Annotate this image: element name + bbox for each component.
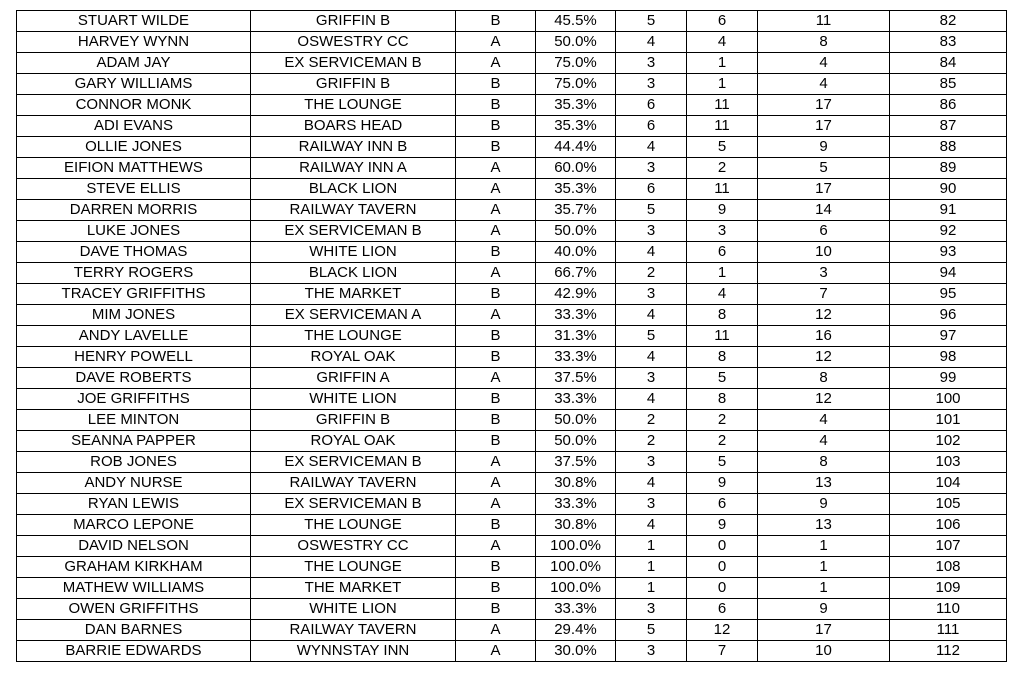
table-body	[17, 11, 1007, 662]
rank-cell: 108	[890, 557, 1007, 578]
stat-b-cell: 3	[687, 221, 758, 242]
stat-a-cell: 2	[616, 263, 687, 284]
stat-c-cell: 9	[758, 137, 890, 158]
rank-cell: 82	[890, 11, 1007, 32]
percentage-cell: 33.3%	[536, 305, 616, 326]
stat-c-cell: 17	[758, 116, 890, 137]
table-row	[17, 515, 1007, 536]
stat-a-cell: 3	[616, 74, 687, 95]
table-row	[17, 641, 1007, 662]
stat-b-cell: 2	[687, 410, 758, 431]
player-name-cell: OLLIE JONES	[17, 137, 251, 158]
rank-cell: 94	[890, 263, 1007, 284]
stat-b-cell: 5	[687, 452, 758, 473]
player-stats-table	[16, 10, 1007, 662]
stat-a-cell: 3	[616, 641, 687, 662]
team-name-cell: THE LOUNGE	[251, 557, 456, 578]
stat-b-cell: 9	[687, 200, 758, 221]
stat-c-cell: 13	[758, 473, 890, 494]
stat-b-cell: 2	[687, 431, 758, 452]
team-name-cell: EX SERVICEMAN B	[251, 494, 456, 515]
division-cell: A	[456, 536, 536, 557]
player-name-cell: BARRIE EDWARDS	[17, 641, 251, 662]
stat-a-cell: 4	[616, 32, 687, 53]
division-cell: A	[456, 452, 536, 473]
percentage-cell: 33.3%	[536, 347, 616, 368]
stat-a-cell: 2	[616, 431, 687, 452]
percentage-cell: 50.0%	[536, 410, 616, 431]
division-cell: A	[456, 179, 536, 200]
stat-b-cell: 8	[687, 305, 758, 326]
player-name-cell: ANDY NURSE	[17, 473, 251, 494]
player-name-cell: EIFION MATTHEWS	[17, 158, 251, 179]
table-row	[17, 620, 1007, 641]
stat-c-cell: 10	[758, 641, 890, 662]
stat-c-cell: 4	[758, 431, 890, 452]
rank-cell: 86	[890, 95, 1007, 116]
stat-c-cell: 1	[758, 578, 890, 599]
percentage-cell: 31.3%	[536, 326, 616, 347]
rank-cell: 85	[890, 74, 1007, 95]
team-name-cell: THE LOUNGE	[251, 326, 456, 347]
stat-b-cell: 11	[687, 95, 758, 116]
stat-c-cell: 6	[758, 221, 890, 242]
table-row	[17, 53, 1007, 74]
player-name-cell: MATHEW WILLIAMS	[17, 578, 251, 599]
stat-a-cell: 5	[616, 11, 687, 32]
division-cell: A	[456, 368, 536, 389]
stat-c-cell: 17	[758, 95, 890, 116]
player-name-cell: DARREN MORRIS	[17, 200, 251, 221]
stat-a-cell: 1	[616, 578, 687, 599]
stat-b-cell: 6	[687, 242, 758, 263]
player-name-cell: HENRY POWELL	[17, 347, 251, 368]
percentage-cell: 50.0%	[536, 32, 616, 53]
table-row	[17, 368, 1007, 389]
rank-cell: 96	[890, 305, 1007, 326]
rank-cell: 89	[890, 158, 1007, 179]
team-name-cell: RAILWAY INN A	[251, 158, 456, 179]
stat-b-cell: 1	[687, 53, 758, 74]
stat-a-cell: 4	[616, 515, 687, 536]
team-name-cell: EX SERVICEMAN B	[251, 452, 456, 473]
percentage-cell: 75.0%	[536, 53, 616, 74]
percentage-cell: 37.5%	[536, 368, 616, 389]
stat-b-cell: 0	[687, 536, 758, 557]
rank-cell: 84	[890, 53, 1007, 74]
stat-a-cell: 4	[616, 305, 687, 326]
stat-a-cell: 4	[616, 137, 687, 158]
stat-b-cell: 0	[687, 578, 758, 599]
percentage-cell: 35.3%	[536, 179, 616, 200]
table-row	[17, 452, 1007, 473]
rank-cell: 102	[890, 431, 1007, 452]
player-name-cell: RYAN LEWIS	[17, 494, 251, 515]
division-cell: B	[456, 242, 536, 263]
stat-c-cell: 7	[758, 284, 890, 305]
rank-cell: 88	[890, 137, 1007, 158]
rank-cell: 90	[890, 179, 1007, 200]
player-name-cell: OWEN GRIFFITHS	[17, 599, 251, 620]
rank-cell: 95	[890, 284, 1007, 305]
player-name-cell: ROB JONES	[17, 452, 251, 473]
table-row	[17, 158, 1007, 179]
table-row	[17, 32, 1007, 53]
stat-c-cell: 9	[758, 494, 890, 515]
rank-cell: 93	[890, 242, 1007, 263]
division-cell: B	[456, 431, 536, 452]
team-name-cell: WHITE LION	[251, 242, 456, 263]
team-name-cell: WHITE LION	[251, 389, 456, 410]
rank-cell: 97	[890, 326, 1007, 347]
rank-cell: 91	[890, 200, 1007, 221]
table-row	[17, 473, 1007, 494]
stat-a-cell: 6	[616, 116, 687, 137]
table-row	[17, 326, 1007, 347]
stat-b-cell: 4	[687, 284, 758, 305]
table-row	[17, 200, 1007, 221]
division-cell: A	[456, 263, 536, 284]
division-cell: B	[456, 74, 536, 95]
team-name-cell: OSWESTRY CC	[251, 536, 456, 557]
percentage-cell: 50.0%	[536, 221, 616, 242]
team-name-cell: WYNNSTAY INN	[251, 641, 456, 662]
percentage-cell: 37.5%	[536, 452, 616, 473]
stat-b-cell: 5	[687, 368, 758, 389]
stat-a-cell: 3	[616, 158, 687, 179]
stat-c-cell: 5	[758, 158, 890, 179]
team-name-cell: RAILWAY TAVERN	[251, 473, 456, 494]
stat-b-cell: 6	[687, 11, 758, 32]
percentage-cell: 30.8%	[536, 515, 616, 536]
stat-b-cell: 2	[687, 158, 758, 179]
rank-cell: 99	[890, 368, 1007, 389]
division-cell: B	[456, 410, 536, 431]
team-name-cell: THE LOUNGE	[251, 95, 456, 116]
table-row	[17, 557, 1007, 578]
stat-b-cell: 1	[687, 263, 758, 284]
stat-c-cell: 16	[758, 326, 890, 347]
rank-cell: 100	[890, 389, 1007, 410]
rank-cell: 87	[890, 116, 1007, 137]
stat-a-cell: 1	[616, 536, 687, 557]
stat-b-cell: 6	[687, 599, 758, 620]
team-name-cell: EX SERVICEMAN B	[251, 221, 456, 242]
stat-c-cell: 14	[758, 200, 890, 221]
percentage-cell: 30.8%	[536, 473, 616, 494]
rank-cell: 112	[890, 641, 1007, 662]
division-cell: B	[456, 137, 536, 158]
player-name-cell: HARVEY WYNN	[17, 32, 251, 53]
stat-a-cell: 5	[616, 200, 687, 221]
stat-c-cell: 12	[758, 347, 890, 368]
percentage-cell: 30.0%	[536, 641, 616, 662]
stat-b-cell: 1	[687, 74, 758, 95]
division-cell: A	[456, 53, 536, 74]
team-name-cell: THE MARKET	[251, 578, 456, 599]
stat-a-cell: 3	[616, 494, 687, 515]
table-row	[17, 116, 1007, 137]
table-row	[17, 11, 1007, 32]
table-row	[17, 494, 1007, 515]
stat-c-cell: 17	[758, 179, 890, 200]
stat-b-cell: 4	[687, 32, 758, 53]
percentage-cell: 35.3%	[536, 116, 616, 137]
percentage-cell: 60.0%	[536, 158, 616, 179]
stat-a-cell: 5	[616, 620, 687, 641]
player-name-cell: GARY WILLIAMS	[17, 74, 251, 95]
stat-c-cell: 4	[758, 410, 890, 431]
table-row	[17, 179, 1007, 200]
percentage-cell: 40.0%	[536, 242, 616, 263]
stat-c-cell: 1	[758, 557, 890, 578]
division-cell: B	[456, 515, 536, 536]
stat-b-cell: 9	[687, 515, 758, 536]
team-name-cell: ROYAL OAK	[251, 347, 456, 368]
percentage-cell: 50.0%	[536, 431, 616, 452]
rank-cell: 109	[890, 578, 1007, 599]
stat-c-cell: 13	[758, 515, 890, 536]
table-row	[17, 536, 1007, 557]
stat-a-cell: 2	[616, 410, 687, 431]
stat-c-cell: 8	[758, 368, 890, 389]
team-name-cell: OSWESTRY CC	[251, 32, 456, 53]
percentage-cell: 33.3%	[536, 389, 616, 410]
team-name-cell: RAILWAY TAVERN	[251, 620, 456, 641]
stat-c-cell: 17	[758, 620, 890, 641]
team-name-cell: EX SERVICEMAN A	[251, 305, 456, 326]
team-name-cell: GRIFFIN B	[251, 410, 456, 431]
rank-cell: 106	[890, 515, 1007, 536]
rank-cell: 101	[890, 410, 1007, 431]
stat-c-cell: 11	[758, 11, 890, 32]
player-name-cell: ANDY LAVELLE	[17, 326, 251, 347]
rank-cell: 92	[890, 221, 1007, 242]
division-cell: A	[456, 641, 536, 662]
stat-a-cell: 5	[616, 326, 687, 347]
table-row	[17, 74, 1007, 95]
stat-b-cell: 8	[687, 347, 758, 368]
division-cell: B	[456, 557, 536, 578]
stat-a-cell: 4	[616, 242, 687, 263]
percentage-cell: 29.4%	[536, 620, 616, 641]
division-cell: B	[456, 284, 536, 305]
stat-b-cell: 11	[687, 116, 758, 137]
rank-cell: 105	[890, 494, 1007, 515]
division-cell: B	[456, 326, 536, 347]
division-cell: A	[456, 32, 536, 53]
table-row	[17, 305, 1007, 326]
table-row	[17, 578, 1007, 599]
stat-a-cell: 1	[616, 557, 687, 578]
player-name-cell: ADAM JAY	[17, 53, 251, 74]
team-name-cell: WHITE LION	[251, 599, 456, 620]
team-name-cell: GRIFFIN B	[251, 11, 456, 32]
percentage-cell: 44.4%	[536, 137, 616, 158]
player-name-cell: SEANNA PAPPER	[17, 431, 251, 452]
player-name-cell: LUKE JONES	[17, 221, 251, 242]
player-name-cell: DAVE ROBERTS	[17, 368, 251, 389]
player-name-cell: ADI EVANS	[17, 116, 251, 137]
table-row	[17, 263, 1007, 284]
stat-b-cell: 8	[687, 389, 758, 410]
division-cell: A	[456, 620, 536, 641]
division-cell: B	[456, 95, 536, 116]
stat-a-cell: 6	[616, 95, 687, 116]
division-cell: A	[456, 200, 536, 221]
team-name-cell: BLACK LION	[251, 263, 456, 284]
division-cell: A	[456, 494, 536, 515]
player-name-cell: DAVID NELSON	[17, 536, 251, 557]
table-row	[17, 599, 1007, 620]
rank-cell: 110	[890, 599, 1007, 620]
stat-a-cell: 3	[616, 368, 687, 389]
division-cell: A	[456, 305, 536, 326]
percentage-cell: 35.7%	[536, 200, 616, 221]
division-cell: B	[456, 389, 536, 410]
player-stats-sheet	[16, 10, 1007, 662]
stat-c-cell: 12	[758, 389, 890, 410]
stat-c-cell: 9	[758, 599, 890, 620]
team-name-cell: THE MARKET	[251, 284, 456, 305]
player-name-cell: DAN BARNES	[17, 620, 251, 641]
rank-cell: 107	[890, 536, 1007, 557]
division-cell: B	[456, 578, 536, 599]
stat-b-cell: 11	[687, 326, 758, 347]
player-name-cell: GRAHAM KIRKHAM	[17, 557, 251, 578]
stat-c-cell: 1	[758, 536, 890, 557]
stat-a-cell: 4	[616, 347, 687, 368]
table-row	[17, 95, 1007, 116]
stat-c-cell: 12	[758, 305, 890, 326]
table-row	[17, 410, 1007, 431]
stat-c-cell: 8	[758, 452, 890, 473]
team-name-cell: ROYAL OAK	[251, 431, 456, 452]
stat-a-cell: 3	[616, 599, 687, 620]
rank-cell: 103	[890, 452, 1007, 473]
team-name-cell: THE LOUNGE	[251, 515, 456, 536]
percentage-cell: 100.0%	[536, 578, 616, 599]
stat-b-cell: 11	[687, 179, 758, 200]
team-name-cell: RAILWAY TAVERN	[251, 200, 456, 221]
stat-b-cell: 0	[687, 557, 758, 578]
stat-b-cell: 9	[687, 473, 758, 494]
player-name-cell: STUART WILDE	[17, 11, 251, 32]
division-cell: B	[456, 116, 536, 137]
stat-c-cell: 3	[758, 263, 890, 284]
team-name-cell: BOARS HEAD	[251, 116, 456, 137]
table-row	[17, 221, 1007, 242]
stat-a-cell: 3	[616, 221, 687, 242]
team-name-cell: BLACK LION	[251, 179, 456, 200]
player-name-cell: TERRY ROGERS	[17, 263, 251, 284]
stat-c-cell: 8	[758, 32, 890, 53]
table-row	[17, 137, 1007, 158]
percentage-cell: 100.0%	[536, 536, 616, 557]
stat-a-cell: 4	[616, 473, 687, 494]
team-name-cell: GRIFFIN B	[251, 74, 456, 95]
percentage-cell: 33.3%	[536, 494, 616, 515]
stat-a-cell: 3	[616, 53, 687, 74]
stat-b-cell: 6	[687, 494, 758, 515]
stat-c-cell: 4	[758, 74, 890, 95]
player-name-cell: MIM JONES	[17, 305, 251, 326]
percentage-cell: 45.5%	[536, 11, 616, 32]
stat-c-cell: 4	[758, 53, 890, 74]
percentage-cell: 35.3%	[536, 95, 616, 116]
player-name-cell: DAVE THOMAS	[17, 242, 251, 263]
rank-cell: 98	[890, 347, 1007, 368]
player-name-cell: TRACEY GRIFFITHS	[17, 284, 251, 305]
stat-c-cell: 10	[758, 242, 890, 263]
table-row	[17, 284, 1007, 305]
rank-cell: 83	[890, 32, 1007, 53]
team-name-cell: GRIFFIN A	[251, 368, 456, 389]
team-name-cell: RAILWAY INN B	[251, 137, 456, 158]
division-cell: A	[456, 221, 536, 242]
percentage-cell: 42.9%	[536, 284, 616, 305]
division-cell: B	[456, 347, 536, 368]
division-cell: A	[456, 158, 536, 179]
player-name-cell: MARCO LEPONE	[17, 515, 251, 536]
stat-b-cell: 12	[687, 620, 758, 641]
stat-a-cell: 4	[616, 389, 687, 410]
stat-a-cell: 3	[616, 452, 687, 473]
table-row	[17, 431, 1007, 452]
player-name-cell: LEE MINTON	[17, 410, 251, 431]
percentage-cell: 75.0%	[536, 74, 616, 95]
division-cell: B	[456, 599, 536, 620]
player-name-cell: JOE GRIFFITHS	[17, 389, 251, 410]
rank-cell: 104	[890, 473, 1007, 494]
stat-a-cell: 3	[616, 284, 687, 305]
team-name-cell: EX SERVICEMAN B	[251, 53, 456, 74]
table-row	[17, 242, 1007, 263]
stat-b-cell: 7	[687, 641, 758, 662]
percentage-cell: 66.7%	[536, 263, 616, 284]
player-name-cell: CONNOR MONK	[17, 95, 251, 116]
table-row	[17, 389, 1007, 410]
percentage-cell: 33.3%	[536, 599, 616, 620]
stat-a-cell: 6	[616, 179, 687, 200]
percentage-cell: 100.0%	[536, 557, 616, 578]
division-cell: B	[456, 11, 536, 32]
rank-cell: 111	[890, 620, 1007, 641]
division-cell: A	[456, 473, 536, 494]
table-row	[17, 347, 1007, 368]
stat-b-cell: 5	[687, 137, 758, 158]
player-name-cell: STEVE ELLIS	[17, 179, 251, 200]
